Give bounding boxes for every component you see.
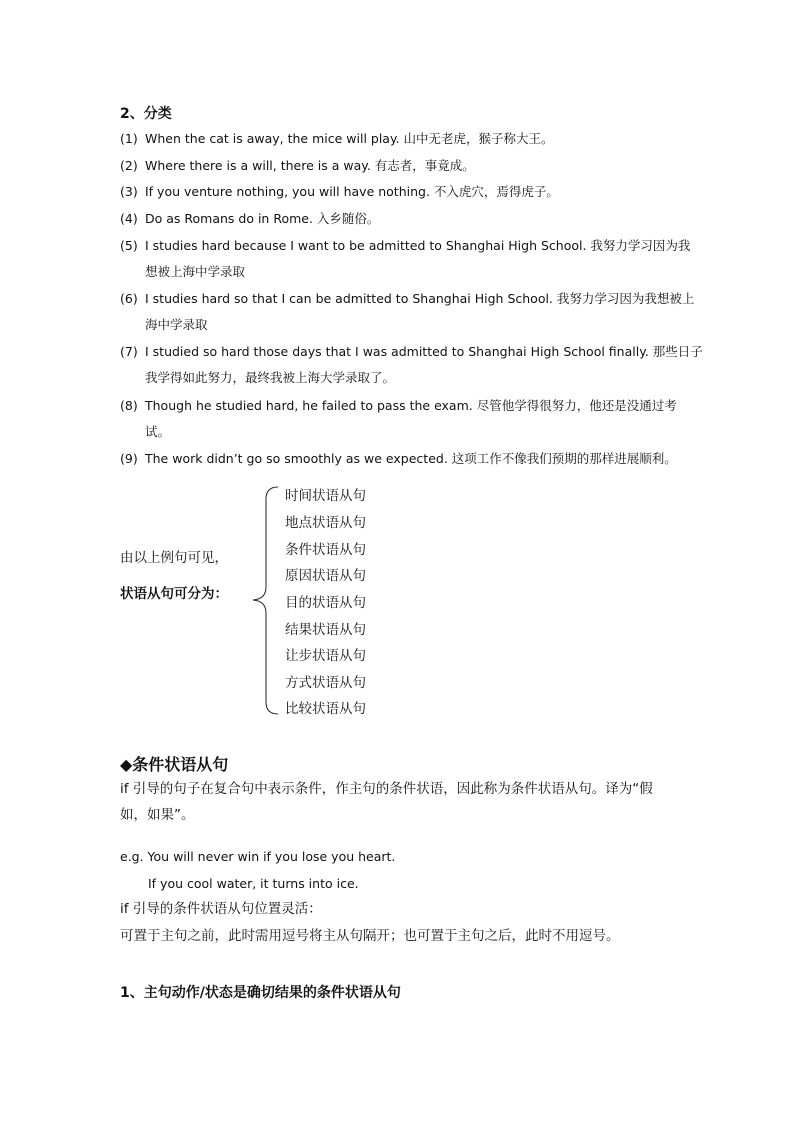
clause-type-item: 地点状语从句 — [285, 515, 366, 531]
example-text-continued: 我学得如此努力，最终我被上海大学录取了。 — [145, 370, 396, 385]
clause-type-item: 时间状语从句 — [285, 488, 366, 504]
clause-type-item: 原因状语从句 — [285, 568, 366, 584]
example-text: Where there is a will, there is a way. 有志者，事竟成。 — [145, 158, 475, 173]
example-number: (3) — [120, 184, 138, 199]
clause-type-item: 目的状语从句 — [285, 595, 366, 611]
brace-icon — [244, 484, 284, 718]
example-7 — [120, 339, 703, 391]
example-text: I studies hard so that I can be admitted to Shanghai High School. 我努力学习因为我想被上 — [145, 291, 695, 306]
section-heading-classification: 2、分类 — [120, 106, 172, 122]
clause-type-item: 方式状语从句 — [285, 675, 366, 691]
example-text: I studies hard because I want to be admitted to Shanghai High School. 我努力学习因为我 — [145, 238, 691, 253]
example-5 — [120, 233, 690, 285]
classification-intro: 由以上例句可见， — [120, 550, 228, 566]
example-text: Do as Romans do in Rome. 入乡随俗。 — [145, 211, 380, 226]
example-text-continued: 海中学录取 — [145, 317, 208, 332]
example-sentence-2: If you cool water, it turns into ice. — [148, 876, 359, 891]
clause-type-item: 结果状语从句 — [285, 622, 366, 638]
example-9 — [120, 446, 677, 472]
example-sentence-1: e.g. You will never win if you lose you heart. — [120, 849, 396, 864]
example-text: The work didn’t go so smoothly as we expected. 这项工作不像我们预期的那样进展顺利。 — [145, 451, 677, 466]
example-2 — [120, 153, 475, 179]
conditional-description — [120, 776, 653, 828]
example-number: (1) — [120, 131, 138, 146]
example-text: When the cat is away, the mice will play. 山中无老虎，猴子称大王。 — [145, 131, 554, 146]
example-number: (4) — [120, 211, 138, 226]
example-text-continued: 想被上海中学录取 — [145, 264, 246, 279]
example-number: (2) — [120, 158, 138, 173]
example-text: If you venture nothing, you will have nothing. 不入虎穴，焉得虎子。 — [145, 184, 559, 199]
example-number: (5) — [120, 238, 138, 253]
classification-label: 状语从句可分为： — [120, 586, 228, 602]
subsection-heading-1: 1、主句动作/状态是确切结果的条件状语从句 — [120, 985, 401, 1001]
example-number: (9) — [120, 451, 138, 466]
example-text: Though he studied hard, he failed to pass the exam. 尽管他学得很努力，他还是没通过考 — [145, 398, 677, 413]
clause-type-item: 比较状语从句 — [285, 701, 366, 717]
example-4 — [120, 206, 379, 232]
position-title: if 引导的条件状语从句位置灵活： — [120, 901, 322, 917]
example-8 — [120, 393, 677, 445]
description-line: if 引导的句子在复合句中表示条件，作主句的条件状语，因此称为条件状语从句。译为“假 — [120, 781, 653, 797]
example-6 — [120, 286, 694, 338]
clause-type-item: 让步状语从句 — [285, 648, 366, 664]
position-description: 可置于主句之前，此时需用逗号将主从句隔开；也可置于主句之后，此时不用逗号。 — [120, 928, 620, 944]
example-number: (8) — [120, 398, 138, 413]
example-number: (7) — [120, 344, 138, 359]
example-number: (6) — [120, 291, 138, 306]
description-line: 如，如果”。 — [120, 807, 195, 823]
section-title-conditional: ◆条件状语从句 — [120, 755, 229, 774]
example-1 — [120, 126, 554, 152]
example-3 — [120, 179, 559, 205]
example-text: I studied so hard those days that I was admitted to Shanghai High School finally. 那些日子 — [145, 344, 703, 359]
clause-type-item: 条件状语从句 — [285, 542, 366, 558]
example-text-continued: 试。 — [145, 424, 171, 439]
